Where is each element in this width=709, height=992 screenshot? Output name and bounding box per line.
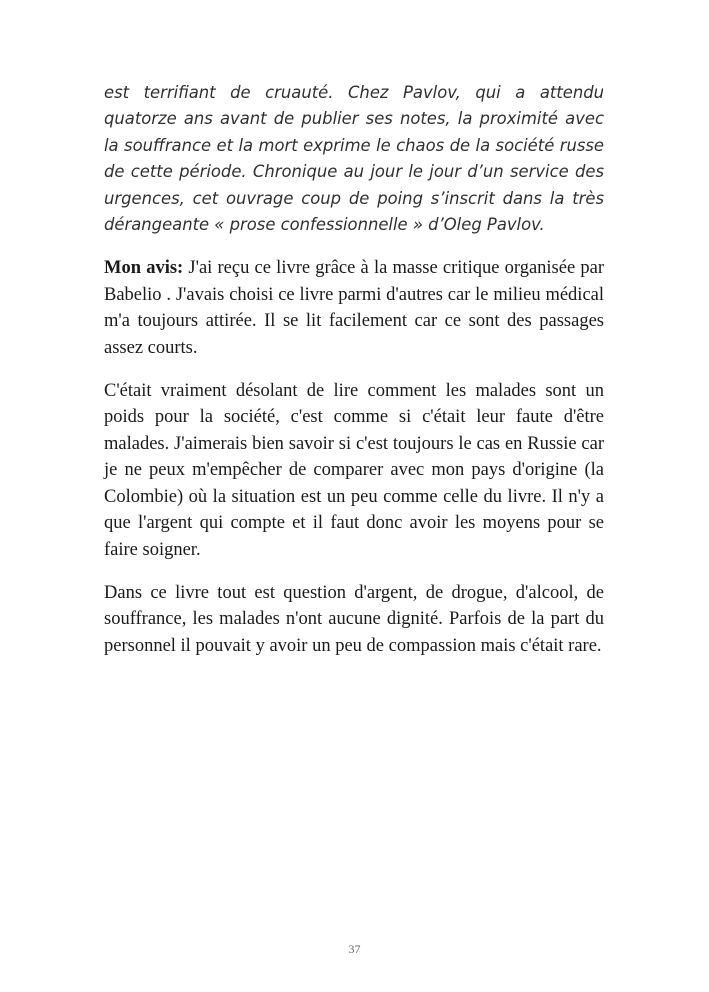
review-paragraph-2: C'était vraiment désolant de lire comment les malades sont un poids pour la société, c'est comme si c'était leur faute d'être malades. J'aimerais bien savoir si c'est toujours le cas en Russie car je ne peux m'empêcher de comparer avec mon pays d'origine (la Colombie) où la situation est un peu comme celle du livre. Il n'y a que l'argent qui compte et il faut donc avoir les moyens pour se faire soigner. <box>104 381 604 560</box>
review-paragraph-1 <box>104 255 604 361</box>
page-content <box>104 80 604 676</box>
page-number: 37 <box>348 942 361 956</box>
review-intro-text: J'ai reçu ce livre grâce à la masse critique organisée par Babelio . J'avais choisi ce livre parmi d'autres car le milieu médical m'a toujours attirée. Il se lit facilement car ce sont des passages assez courts. <box>104 258 604 358</box>
review-paragraph-3: Dans ce livre tout est question d'argent, de drogue, d'alcool, de souffrance, les malades n'ont aucune dignité. Parfois de la part du personnel il pouvait y avoir un peu de compassion mais c'était rare. <box>104 582 604 656</box>
review-label: Mon avis: <box>104 258 184 279</box>
book-summary-quote: est terrifiant de cruauté. Chez Pavlov, qui a attendu quatorze ans avant de publier ses notes, la proximité avec la souffrance et la mort exprime le chaos de la société russe de cette période. Chronique au jour le jour d’un service des urgences, cet ouvrage coup de poing s’inscrit dans la très dérangeante « prose confessionnelle » d’Oleg Pavlov. <box>104 83 604 235</box>
